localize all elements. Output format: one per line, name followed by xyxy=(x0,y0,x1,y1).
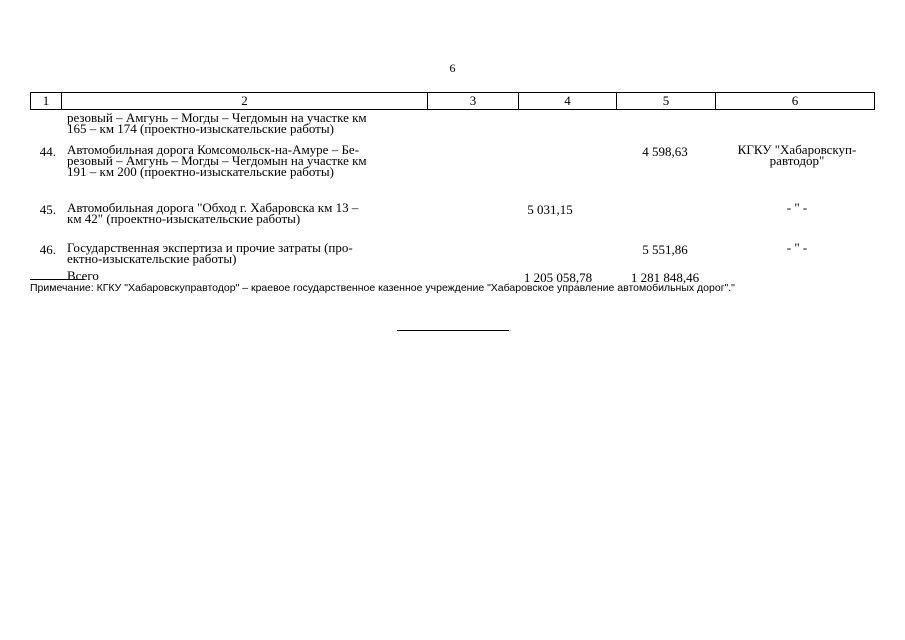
row-organization-line: - " - xyxy=(786,240,808,255)
row-name-line: Всего xyxy=(67,268,99,283)
row-organization xyxy=(718,202,876,213)
page-number: 6 xyxy=(449,61,456,75)
table-row xyxy=(30,242,876,270)
row-value-col5: 1 281 848,46 xyxy=(630,270,700,285)
column-header-6: 6 xyxy=(716,93,875,110)
column-header-2: 2 xyxy=(62,93,428,110)
row-value-col5: 4 598,63 xyxy=(642,144,688,159)
row-number: 46. xyxy=(39,242,56,257)
row-organization xyxy=(718,242,876,253)
table-row xyxy=(30,112,876,136)
row-name-line: Государственная экспертиза и прочие затраты (про- xyxy=(67,240,353,255)
row-name xyxy=(67,202,437,224)
row-name xyxy=(67,112,437,134)
row-value-col4: 5 031,15 xyxy=(527,202,573,217)
row-name-line: резовый – Амгунь – Могды – Чегдомын на участке км xyxy=(67,153,367,168)
row-value-col5: 5 551,86 xyxy=(642,242,688,257)
column-header-row xyxy=(31,93,875,110)
row-value-col4: 1 205 058,78 xyxy=(523,270,593,285)
column-header-5: 5 xyxy=(617,93,716,110)
footnote: Примечание: КГКУ "Хабаровскуправтодор" – краевое государственное казенное учреждение "Хабаровское управление автомобильных дорог"." xyxy=(30,282,735,294)
row-name xyxy=(67,144,437,177)
row-name-line: 191 – км 200 (проектно-изыскательские работы) xyxy=(67,164,334,179)
row-name-line: Автомобильная дорога "Обход г. Хабаровска км 13 – xyxy=(67,200,359,215)
table-row xyxy=(30,202,876,230)
row-name xyxy=(67,270,437,281)
row-name-line: ектно-изыскательские работы) xyxy=(67,251,237,266)
row-organization-line: равтодор" xyxy=(769,153,825,168)
row-number: 45. xyxy=(39,202,56,217)
row-organization xyxy=(718,144,876,166)
column-header-table xyxy=(30,92,875,110)
column-header-3: 3 xyxy=(428,93,519,110)
table-body xyxy=(30,110,876,285)
note-divider xyxy=(30,279,85,280)
row-organization-line: КГКУ "Хабаровскуп- xyxy=(737,142,857,157)
column-header-1: 1 xyxy=(31,93,62,110)
row-name-line: км 42" (проектно-изыскательские работы) xyxy=(67,211,301,226)
row-name-line: 165 – км 174 (проектно-изыскательские работы) xyxy=(67,121,334,136)
row-name xyxy=(67,242,437,264)
row-name-line: резовый – Амгунь – Могды – Чегдомын на участке км xyxy=(67,110,367,125)
table-row xyxy=(30,144,876,184)
end-divider xyxy=(397,330,509,331)
row-name-line: Автомобильная дорога Комсомольск-на-Амуре – Бе- xyxy=(67,142,360,157)
column-header-4: 4 xyxy=(519,93,617,110)
row-organization-line: - " - xyxy=(786,200,808,215)
row-number: 44. xyxy=(39,144,56,159)
